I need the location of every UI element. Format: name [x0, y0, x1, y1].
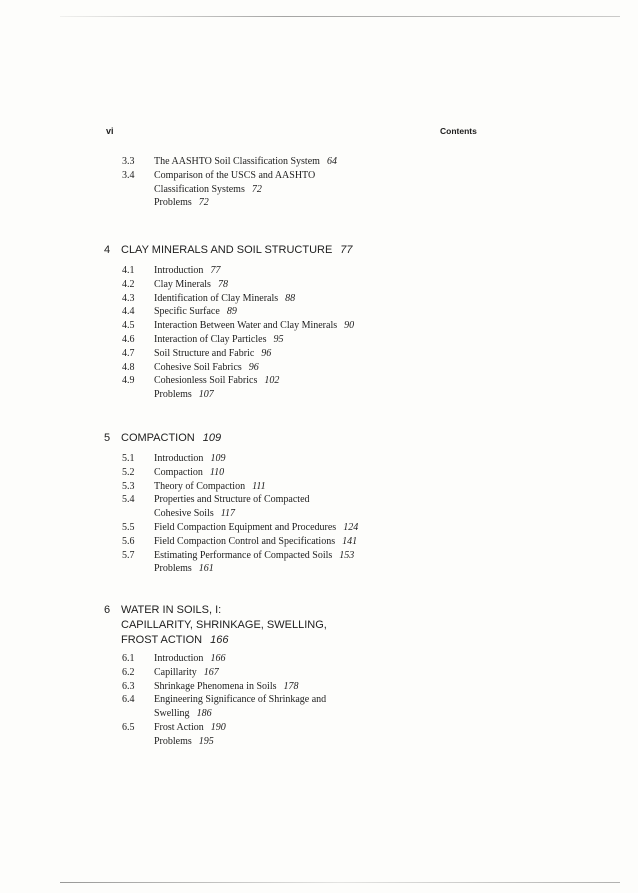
section-title: Introduction [154, 653, 204, 664]
section-title: Introduction [154, 453, 204, 464]
problems-label: Problems [154, 389, 192, 401]
section-page: 110 [209, 466, 225, 478]
section-page: 117 [220, 508, 235, 520]
toc-entry-6-4 [122, 693, 326, 707]
section-title: Identification of Clay Minerals [154, 292, 279, 304]
scan-edge-bottom [60, 882, 620, 883]
section-title-continued: Classification Systems [154, 183, 245, 195]
section-number: 6.4 [122, 694, 135, 706]
section-title: Interaction Between Water and Clay Minerals [154, 320, 338, 332]
section-title: Capillarity [154, 666, 197, 678]
section-page: 109 [210, 453, 226, 464]
section-page: 153 [339, 549, 355, 561]
section-number: 5.1 [122, 453, 135, 464]
chapter-title: CLAY MINERALS AND SOIL STRUCTURE [121, 244, 333, 256]
chapter-page: 77 [340, 244, 353, 256]
toc-entry-6-3 [122, 680, 326, 694]
section-title: Frost Action [154, 721, 204, 733]
toc-entry-5-7 [122, 549, 358, 563]
section-title: Comparison of the USCS and AASHTO [154, 169, 316, 181]
section-page: 96 [261, 347, 272, 359]
section-number: 6.5 [122, 721, 135, 733]
toc-entry-5-5 [122, 521, 358, 535]
toc-entry-5-4 [122, 493, 358, 507]
chapter4-entries [122, 264, 354, 402]
toc-entry-6-4-cont [122, 707, 326, 721]
toc-entry-3-4 [122, 169, 337, 183]
section-page: 72 [251, 183, 262, 195]
chapter-number: 5 [104, 432, 111, 444]
section-page: 178 [283, 680, 299, 692]
problems-page: 195 [198, 735, 214, 747]
chapter-heading-6 [104, 603, 327, 648]
toc-entry-4-6 [122, 333, 354, 347]
section-page: 166 [210, 653, 226, 664]
section-title: Cohesionless Soil Fabrics [154, 375, 258, 387]
section-number: 4.7 [122, 347, 135, 359]
section-number: 4.5 [122, 320, 135, 332]
section-page: 124 [343, 521, 359, 533]
chapter-title-line-1: WATER IN SOILS, I: [121, 604, 222, 616]
toc-entry-4-8 [122, 361, 354, 375]
toc-entry-6-5 [122, 721, 326, 735]
section-page: 77 [210, 265, 221, 276]
section-number: 4.4 [122, 306, 135, 318]
chapter-page: 109 [202, 432, 222, 444]
section-title: Clay Minerals [154, 278, 211, 290]
section-page: 64 [326, 156, 337, 167]
toc-problems [122, 735, 326, 749]
section-title: Soil Structure and Fabric [154, 347, 255, 359]
section-page: 102 [264, 375, 280, 387]
chapter-number: 6 [104, 604, 111, 616]
section-title: Properties and Structure of Compacted [154, 494, 310, 506]
problems-label: Problems [154, 735, 192, 747]
section-number: 5.6 [122, 535, 135, 547]
chapter-heading-4 [104, 243, 353, 258]
problems-page: 72 [198, 197, 209, 209]
section-title: Compaction [154, 466, 203, 478]
problems-label: Problems [154, 563, 192, 575]
section-number: 5.4 [122, 494, 135, 506]
chapter-page: 166 [210, 634, 229, 646]
chapter6-entries [122, 652, 326, 749]
problems-page: 107 [198, 389, 214, 401]
running-head-title: Contents [440, 126, 477, 136]
toc-problems [122, 196, 337, 210]
problems-label: Problems [154, 197, 192, 209]
problems-page: 161 [198, 563, 214, 575]
section-page: 141 [342, 535, 358, 547]
toc-problems [122, 562, 358, 576]
section-number: 6.3 [122, 680, 135, 692]
toc-entry-5-4-cont [122, 507, 358, 521]
section-title: Field Compaction Control and Specifications [154, 535, 336, 547]
toc-entry-6-2 [122, 666, 326, 680]
section-number: 3.3 [122, 156, 135, 167]
section-title-continued: Cohesive Soils [154, 508, 214, 520]
scan-edge-top [60, 16, 620, 17]
toc-entry-5-1 [122, 452, 358, 466]
chapter-title-line-3: FROST ACTION [121, 634, 203, 646]
toc-entry-4-5 [122, 319, 354, 333]
section-number: 4.6 [122, 333, 135, 345]
section-number: 5.5 [122, 521, 135, 533]
section-page: 88 [285, 292, 296, 304]
section-number: 4.8 [122, 361, 135, 373]
section-title: Cohesive Soil Fabrics [154, 361, 242, 373]
chapter-title: COMPACTION [121, 432, 195, 444]
section-page: 111 [252, 480, 266, 492]
chapter3-entries [122, 155, 337, 210]
section-page: 167 [203, 666, 219, 678]
section-title: Field Compaction Equipment and Procedures [154, 521, 337, 533]
section-title: Engineering Significance of Shrinkage and [154, 694, 327, 706]
toc-entry-3-4-cont [122, 183, 337, 197]
section-number: 5.2 [122, 466, 135, 478]
section-title-continued: Swelling [154, 708, 190, 720]
section-title: Introduction [154, 265, 204, 276]
section-number: 3.4 [122, 169, 135, 181]
toc-entry-5-6 [122, 535, 358, 549]
chapter-number: 4 [104, 244, 111, 256]
chapter5-entries [122, 452, 358, 576]
section-page: 96 [248, 361, 259, 373]
toc-entry-4-7 [122, 347, 354, 361]
toc-entry-4-3 [122, 292, 354, 306]
section-page: 190 [210, 721, 226, 733]
toc-entry-4-2 [122, 278, 354, 292]
section-page: 89 [226, 306, 237, 318]
section-title: Interaction of Clay Particles [154, 333, 267, 345]
page-number: vi [106, 126, 114, 136]
section-title: The AASHTO Soil Classification System [154, 156, 320, 167]
section-number: 4.3 [122, 292, 135, 304]
section-number: 4.9 [122, 375, 135, 387]
toc-entry-4-1 [122, 264, 354, 278]
section-page: 90 [344, 320, 355, 332]
toc-problems [122, 388, 354, 402]
chapter-heading-5 [104, 431, 221, 446]
section-page: 186 [196, 708, 212, 720]
section-number: 4.1 [122, 265, 135, 276]
section-title: Estimating Performance of Compacted Soils [154, 549, 333, 561]
toc-entry-5-3 [122, 480, 358, 494]
toc-entry-4-4 [122, 305, 354, 319]
section-title: Shrinkage Phenomena in Soils [154, 680, 277, 692]
section-number: 6.1 [122, 653, 135, 664]
section-number: 6.2 [122, 666, 135, 678]
toc-entry-6-1 [122, 652, 326, 666]
chapter-title-line-2: CAPILLARITY, SHRINKAGE, SWELLING, [121, 619, 327, 631]
toc-entry-4-9 [122, 374, 354, 388]
toc-entry-3-3 [122, 155, 337, 169]
section-title: Theory of Compaction [154, 480, 246, 492]
section-title: Specific Surface [154, 306, 220, 318]
section-number: 5.7 [122, 549, 135, 561]
toc-entry-5-2 [122, 466, 358, 480]
section-page: 95 [273, 333, 284, 345]
section-number: 5.3 [122, 480, 135, 492]
section-number: 4.2 [122, 278, 135, 290]
section-page: 78 [217, 278, 228, 290]
